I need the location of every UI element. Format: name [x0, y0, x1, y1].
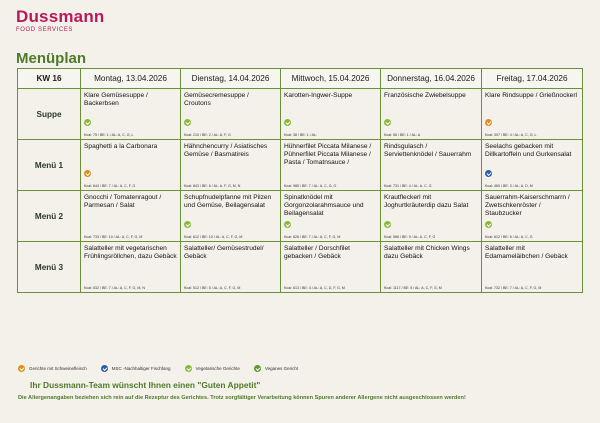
vegetarian-icon [84, 119, 91, 126]
dish-name: Salatteller mit Chicken Wings dazu Gebäck [384, 245, 470, 260]
nutrition-info: Kcal: 460 / BE: 3 / AL: A, D, M [485, 184, 533, 188]
legend [18, 365, 298, 372]
menu-cell [381, 89, 482, 140]
row-label: Suppe [18, 89, 81, 140]
dish-name: Französische Zwiebelsuppe [384, 92, 466, 99]
nutrition-info: Kcal: 733 / BE: 10 / AL: A, C, F, G, M [84, 235, 143, 239]
vegetarian-icon [384, 119, 391, 126]
dish-name: Klare Gemüsesuppe / Backerbsen [84, 92, 148, 107]
legend-item-vegan [254, 365, 298, 372]
dish-name: Karotten-Ingwer-Suppe [284, 92, 353, 99]
pork-icon [485, 119, 492, 126]
dish-name: Klare Rindsuppe / Grießnockerl [485, 92, 577, 99]
nutrition-info: Kcal: 731 / BE: 4 / AL: A, C, G [384, 184, 432, 188]
header-row [18, 69, 583, 89]
vegan-icon [254, 365, 261, 372]
nutrition-info: Kcal: 612 / BE: 6 / AL: A, C, G [485, 235, 533, 239]
dish-name: Sauerrahm-Kaiserschmarrn / Zwetschkenröster / Staubzucker [485, 194, 570, 217]
row-label: Menü 3 [18, 242, 81, 293]
msc-fish-icon [101, 365, 108, 372]
cell-footer [485, 166, 580, 188]
dish-name: Gnocchi / Tomatenragout / Parmesan / Salat [84, 194, 162, 209]
nutrition-info: Kcal: 613 / BE: 4 / AL: A, C, D, F, G, M [284, 286, 345, 290]
menu-row [18, 191, 583, 242]
day-header: Donnerstag, 16.04.2026 [381, 69, 482, 89]
nutrition-info: Kcal: 532 / BE: 7 / AL: A, C, F, G, M, N [84, 286, 145, 290]
menu-cell [281, 140, 381, 191]
dish-name: Seelachs gebacken mit Dillkartoffeln und Gurkensalat [485, 143, 572, 158]
nutrition-info: Kcal: 210 / BE: 2 / AL: A, F, G [184, 133, 231, 137]
menu-cell [281, 242, 381, 293]
menu-cell [81, 191, 181, 242]
legend-item-pork [18, 365, 87, 372]
dish-name: Salatteller / Dorschfilet gebacken / Gebäck [284, 245, 350, 260]
cell-footer [84, 115, 178, 137]
legend-label: Vegetarische Gerichte [195, 366, 240, 371]
menu-cell [181, 89, 281, 140]
day-header: Montag, 13.04.2026 [81, 69, 181, 89]
legend-item-fish [101, 365, 171, 372]
nutrition-info: Kcal: 644 / BE: 7 / AL: A, C, F, G [84, 184, 136, 188]
menu-cell [81, 242, 181, 293]
day-header: Mittwoch, 15.04.2026 [281, 69, 381, 89]
menu-cell [81, 140, 181, 191]
nutrition-info: Kcal: 56 / BE: 1 / AL: A [384, 133, 421, 137]
legend-label: Veganes Gericht [264, 366, 299, 371]
dish-name: Gemüsecremesuppe / Croutons [184, 92, 249, 107]
menu-cell [281, 191, 381, 242]
day-header: Freitag, 17.04.2026 [482, 69, 583, 89]
row-label: Menü 2 [18, 191, 81, 242]
menu-table [17, 68, 583, 293]
cell-footer [84, 286, 178, 290]
cell-footer [184, 217, 278, 239]
vegetarian-icon [184, 119, 191, 126]
menu-row [18, 242, 583, 293]
menu-cell [482, 89, 583, 140]
menu-cell [181, 191, 281, 242]
pork-icon [18, 365, 25, 372]
cell-footer [184, 115, 278, 137]
brand-logo [16, 8, 105, 33]
menu-cell [482, 140, 583, 191]
menu-cell [381, 242, 482, 293]
cell-footer [284, 115, 378, 137]
cell-footer [485, 115, 580, 137]
cell-footer [384, 286, 479, 290]
dish-name: Spaghetti a la Carbonara [84, 143, 158, 150]
cell-footer [485, 286, 580, 290]
legend-item-vegetarian [185, 365, 240, 372]
dish-name: Spinatknödel mit Gorgonzolarahmsauce und Beilagensalat [284, 194, 364, 217]
dish-name: Krautfleckerl mit Joghurtkräuterdip dazu Salat [384, 194, 469, 209]
day-header: Dienstag, 14.04.2026 [181, 69, 281, 89]
nutrition-info: Kcal: 75 / BE: 1 / AL: A, C, G, L [84, 133, 134, 137]
greeting-text: Ihr Dussmann-Team wünscht Ihnen einen "Guten Appetit" [30, 380, 261, 390]
cell-footer [284, 217, 378, 239]
vegetarian-icon [485, 221, 492, 228]
nutrition-info: Kcal: 626 / BE: 7 / AL: A, C, F, G, M [284, 235, 341, 239]
cell-footer [485, 217, 580, 239]
page-title: Menüplan [16, 50, 86, 67]
menu-row [18, 89, 583, 140]
dish-name: Hühnerfilet Piccata Milanese / Pühnerfilet Piccata Milanese / Pasta / Tomatnsauce / [284, 143, 372, 166]
vegetarian-icon [284, 119, 291, 126]
brand-name: Dussmann [16, 7, 105, 26]
pork-icon [84, 170, 91, 177]
cell-footer [384, 115, 479, 137]
menu-cell [482, 242, 583, 293]
nutrition-info: Kcal: 732 / BE: 7 / AL: A, C, F, G, M [485, 286, 542, 290]
menu-cell [281, 89, 381, 140]
week-label: KW 16 [18, 69, 81, 89]
dish-name: Hähnchencurry / Asiatisches Gemüse / Basmatireis [184, 143, 268, 158]
msc-fish-icon [485, 170, 492, 177]
allergen-disclaimer: Die Allergenangaben beziehen sich rein auf die Rezeptur des Gerichtes. Trotz sorgfältiger Verarbeitung können Spuren anderer Allergene nicht ausgeschlossen werden! [18, 395, 466, 401]
menu-row [18, 140, 583, 191]
menu-cell [482, 191, 583, 242]
nutrition-info: Kcal: 985 / BE: 7 / AL: A, C, G, O [284, 184, 337, 188]
dish-name: Schupfnudelpfanne mit Pilzen und Gemüse, Beilagensalat [184, 194, 272, 209]
cell-footer [84, 166, 178, 188]
cell-footer [384, 184, 479, 188]
legend-label: Gerichte mit Schweinefleisch [29, 366, 87, 371]
nutrition-info: Kcal: 1117 / BE: 5 / AL: A, C, F, G, M [384, 286, 442, 290]
dish-name: Salatteller mit Edamameläibchen / Gebäck [485, 245, 568, 260]
dish-name: Rindsgulasch / Serviettenknödel / Sauerrahm [384, 143, 472, 158]
cell-footer [284, 286, 378, 290]
nutrition-info: Kcal: 512 / BE: 5 / AL: A, C, F, G, M [184, 286, 241, 290]
nutrition-info: Kcal: 38 / BE: 1 / AL: [284, 133, 317, 137]
menu-cell [381, 140, 482, 191]
dish-name: Salatteller/ Gemüsestrudel/ Gebäck [184, 245, 264, 260]
menu-cell [181, 140, 281, 191]
nutrition-info: Kcal: 307 / BE: 4 / AL: A, C, G, L [485, 133, 537, 137]
nutrition-info: Kcal: 843 / BE: 6 / AL: A, F, G, M, N [184, 184, 241, 188]
cell-footer [384, 217, 479, 239]
vegetarian-icon [284, 221, 291, 228]
brand-subtitle: FOOD SERVICES [16, 27, 74, 33]
menu-cell [381, 191, 482, 242]
nutrition-info: Kcal: 566 / BE: 9 / AL: A, C, F, G [384, 235, 436, 239]
legend-label: MSC -Nachhaltiger Fischfang [111, 366, 171, 371]
dish-name: Salatteller mit vegetarischen Frühlingsröllchen, dazu Gebäck [84, 245, 177, 260]
cell-footer [284, 184, 378, 188]
menu-cell [181, 242, 281, 293]
vegetarian-icon [384, 221, 391, 228]
cell-footer [184, 286, 278, 290]
vegetarian-icon [185, 365, 192, 372]
cell-footer [184, 184, 278, 188]
cell-footer [84, 235, 178, 239]
row-label: Menü 1 [18, 140, 81, 191]
menu-cell [81, 89, 181, 140]
nutrition-info: Kcal: 612 / BE: 10 / AL: A, C, F, G, M [184, 235, 243, 239]
vegetarian-icon [184, 221, 191, 228]
